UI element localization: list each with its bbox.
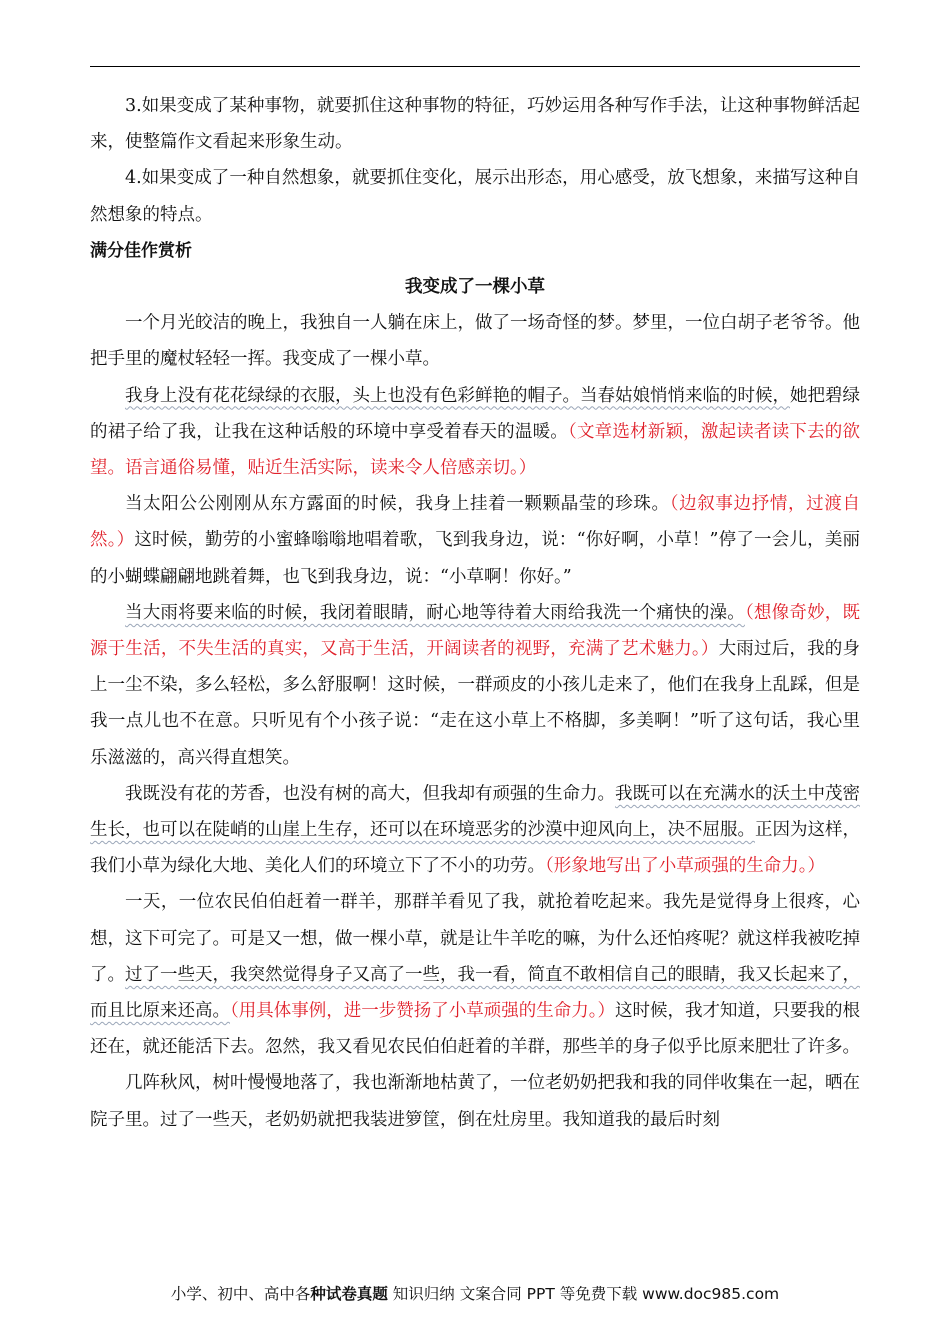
header-rule: [90, 66, 860, 67]
commentary-note: （形象地写出了小草顽强的生命力。）: [545, 856, 825, 877]
paragraph-text: 我既没有花的芳香，也没有树的高大，但我却有顽强的生命力。: [125, 783, 615, 804]
essay-paragraph-5: [90, 776, 860, 885]
download-footer: [0, 1282, 950, 1304]
wavy-underlined-text: 当大雨将要来临的时候，我闭着眼睛，耐心地等待着大雨给我洗一个痛快的澡。: [125, 602, 745, 623]
footer-text: 知识归纳 文案合同 PPT 等免费下载: [387, 1285, 638, 1303]
essay-title: 我变成了一棵小草: [405, 277, 545, 298]
essay-paragraph-2: [90, 378, 860, 487]
commentary-note: （想像奇妙，既源于生活，不失生活的真实，又高于生活，开阔读者的视野，充满了艺术魅力。）: [90, 602, 860, 660]
essay-paragraph-4: [90, 595, 860, 776]
paragraph-text: 正因为这样，我们小草为绿化大地、美化人们的环境立下了不小的功劳。: [90, 820, 860, 877]
wavy-underlined-text: 过了一些天，我突然觉得身子又高了一些，我一看，简直不敢相信自己的眼睛，我又长起来了，而且比原来还高。: [90, 964, 860, 1022]
footer-text: 小学、初中、高中各: [170, 1285, 311, 1303]
footer-bold-text: 种试卷真题: [310, 1285, 388, 1303]
paragraph-text: 她把碧绿的裙子给了我，让我在这种话般的环境中享受着春天的温暖。: [90, 385, 860, 442]
paragraph-text: 这时候，我才知道，只要我的根还在，就还能活下去。忽然，我又看见农民伯伯赶着的羊群，那些羊的身子似乎比原来肥壮了许多。: [90, 1001, 860, 1058]
wavy-underlined-text: 我既可以在充满水的沃土中茂密生长，也可以在陡峭的山崖上生存，还可以在环境恶劣的沙漠中迎风向上，决不屈服。: [90, 783, 860, 841]
tip-point-3: 3.如果变成了某种事物，就要抓住这种事物的特征，巧妙运用各种写作手法，让这种事物鲜活起来，使整篇作文看起来形象生动。: [90, 96, 860, 153]
essay-paragraph-7: 几阵秋风，树叶慢慢地落了，我也渐渐地枯黄了，一位老奶奶把我和我的同伴收集在一起，晒在院子里。过了一些天，老奶奶就把我装进箩筐，倒在灶房里。我知道我的最后时刻: [90, 1073, 860, 1130]
essay-paragraph-6: [90, 884, 860, 1065]
commentary-note: （用具体事例，进一步赞扬了小草顽强的生命力。）: [230, 1001, 615, 1022]
footer-site-link[interactable]: www.doc985.com: [637, 1285, 780, 1303]
essay-paragraph-1: 一个月光皎洁的晚上，我独自一人躺在床上，做了一场奇怪的梦。梦里，一位白胡子老爷爷。他把手里的魔杖轻轻一挥。我变成了一棵小草。: [90, 313, 860, 370]
commentary-note: （文章选材新颖，激起读者读下去的欲望。语言通俗易懂，贴近生活实际，读来令人倍感亲切。）: [90, 421, 861, 479]
wavy-underlined-text: 我身上没有花花绿绿的衣服，头上也没有色彩鲜艳的帽子。当春姑娘悄悄来临的时候，: [125, 385, 790, 406]
tip-point-4: 4.如果变成了一种自然想象，就要抓住变化，展示出形态，用心感受，放飞想象，来描写这种自然想象的特点。: [90, 168, 860, 225]
paragraph-text: 这时候，勤劳的小蜜蜂嗡嗡地唱着歌，飞到我身边，说：“你好啊，小草！”停了一会儿，美丽的小蝴蝶翩翩地跳着舞，也飞到我身边，说：“小草啊！你好。”: [90, 530, 861, 587]
essay-paragraph-3: [90, 486, 860, 595]
document-body: [90, 88, 860, 1138]
section-heading: 满分佳作赏析: [90, 240, 192, 261]
paragraph-text: 大雨过后，我的身上一尘不染，多么轻松，多么舒服啊！这时候，一群顽皮的小孩儿走来了，他们在我身上乱踩，但是我一点儿也不在意。只听见有个小孩子说：“走在这小草上不格脚，多美啊！”听了这句话，我心里乐滋滋的，高兴得直想笑。: [90, 639, 861, 768]
paragraph-text: 一天，一位农民伯伯赶着一群羊，那群羊看见了我，就抢着吃起来。我先是觉得身上很疼，心想，这下可完了。可是又一想，做一棵小草，就是让牛羊吃的嘛，为什么还怕疼呢？就这样我被吃掉了。: [90, 892, 860, 985]
paragraph-text: 当太阳公公刚刚从东方露面的时候，我身上挂着一颗颗晶莹的珍珠。: [125, 494, 670, 515]
commentary-note: （边叙事边抒情，过渡自然。）: [90, 494, 860, 551]
